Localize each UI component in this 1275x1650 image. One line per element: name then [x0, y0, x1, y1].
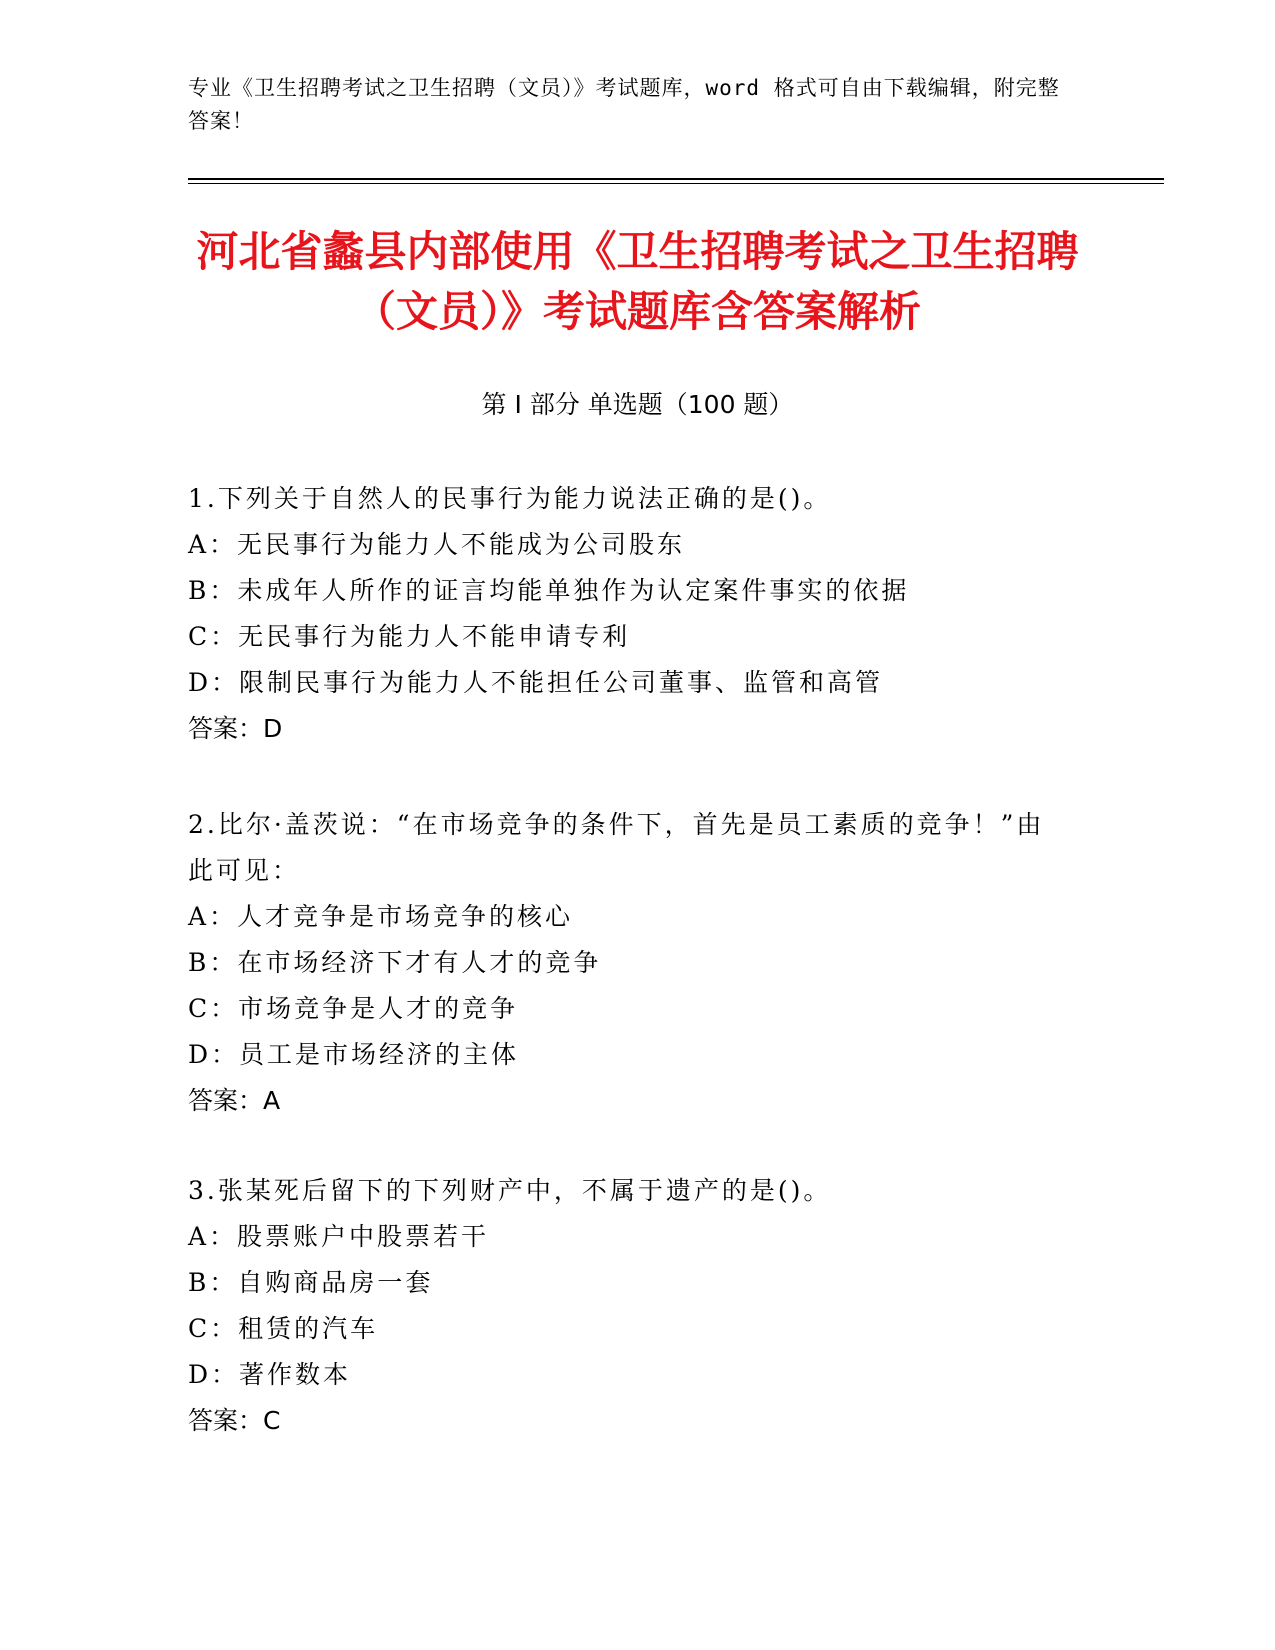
answer: 答案：D — [188, 714, 283, 743]
answer: 答案：C — [188, 1406, 281, 1435]
option-b: B：在市场经济下才有人才的竞争 — [188, 948, 602, 977]
question-2 — [188, 802, 1068, 1124]
header-note: 专业《卫生招聘考试之卫生招聘（文员）》考试题库，word 格式可自由下载编辑，附完整答案！ — [188, 76, 1060, 133]
option-d: D：员工是市场经济的主体 — [188, 1040, 520, 1069]
header-divider — [188, 178, 1164, 180]
option-b: B：未成年人所作的证言均能单独作为认定案件事实的依据 — [188, 576, 910, 605]
question-stem: 2.比尔·盖茨说：“在市场竞争的条件下，首先是员工素质的竞争！”由此可见： — [188, 810, 1045, 885]
header-divider-thin — [188, 183, 1164, 184]
option-c: C：无民事行为能力人不能申请专利 — [188, 622, 631, 651]
option-b: B：自购商品房一套 — [188, 1268, 434, 1297]
option-c: C：租赁的汽车 — [188, 1314, 379, 1343]
answer: 答案：A — [188, 1086, 281, 1115]
document-title: 河北省蠡县内部使用《卫生招聘考试之卫生招聘（文员）》考试题库含答案解析 — [196, 227, 1079, 336]
option-a: A：无民事行为能力人不能成为公司股东 — [188, 530, 686, 559]
option-d: D：限制民事行为能力人不能担任公司董事、监管和高管 — [188, 668, 884, 697]
option-c: C：市场竞争是人才的竞争 — [188, 994, 519, 1023]
question-stem: 3.张某死后留下的下列财产中，不属于遗产的是()。 — [188, 1176, 832, 1205]
question-stem: 1.下列关于自然人的民事行为能力说法正确的是()。 — [188, 484, 832, 513]
option-a: A：股票账户中股票若干 — [188, 1222, 490, 1251]
option-d: D：著作数本 — [188, 1360, 352, 1389]
section-title: 第 I 部分 单选题（100 题） — [481, 390, 794, 419]
option-a: A：人才竞争是市场竞争的核心 — [188, 902, 574, 931]
question-1 — [188, 476, 1068, 752]
question-3 — [188, 1168, 1068, 1444]
